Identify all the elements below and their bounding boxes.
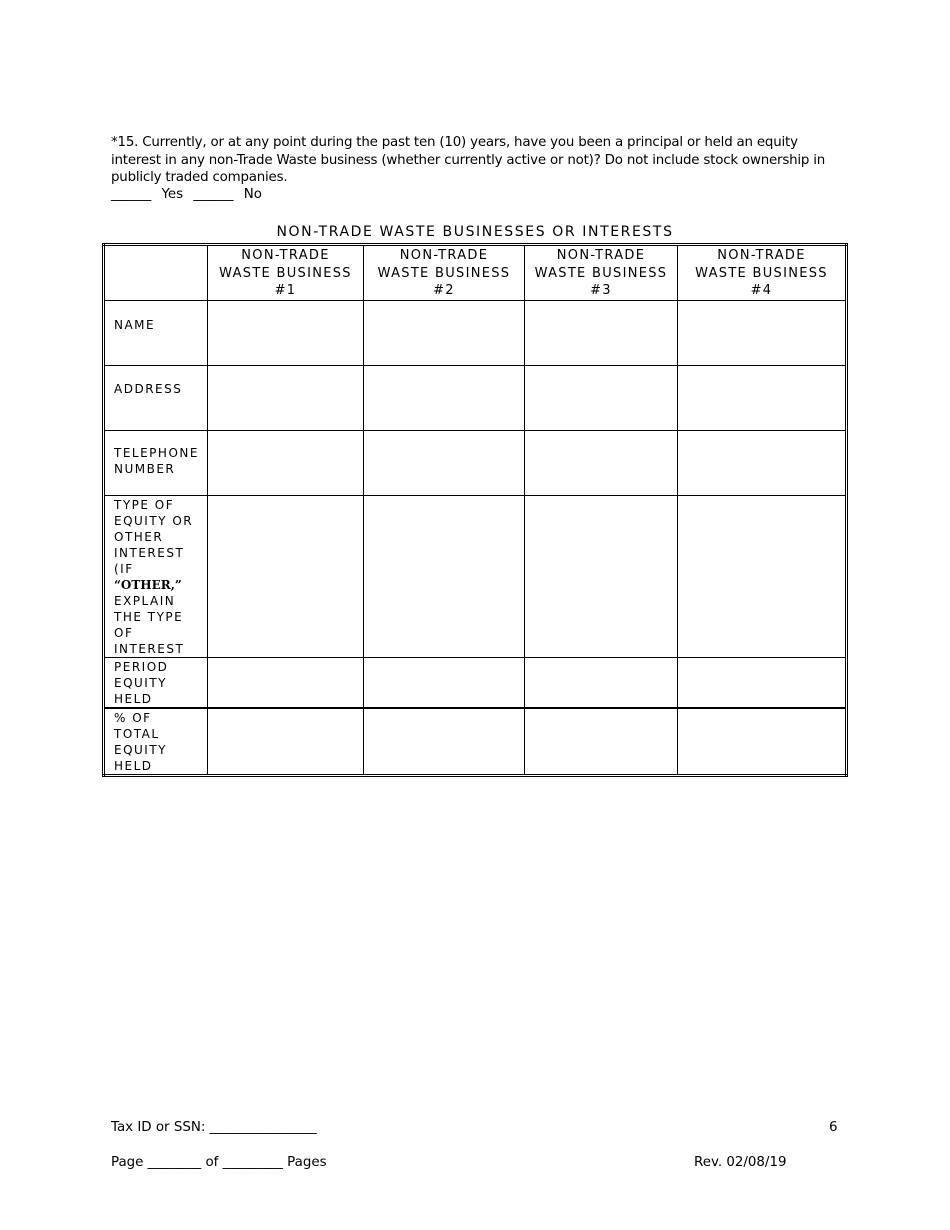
table-row-telephone [104,430,847,495]
row-label-address [104,365,208,430]
column-header-line: NON-TRADE [241,248,330,263]
row-label-type [104,495,208,657]
column-header-line: #2 [433,283,455,298]
row-label-text: % OF [114,710,152,725]
name-cell-4[interactable] [678,300,847,365]
table-row-name [104,300,847,365]
address-cell-3[interactable] [525,365,678,430]
column-header-4 [678,245,847,301]
header-row [104,245,847,301]
percent-cell-1[interactable] [208,708,364,776]
period-cell-1[interactable] [208,657,364,708]
row-label-text: INTEREST [114,545,185,560]
percent-cell-4[interactable] [678,708,847,776]
telephone-cell-2[interactable] [364,430,525,495]
yes-blank[interactable]: ______ [111,187,152,202]
row-label-text: EQUITY [114,675,168,690]
type-cell-4[interactable] [678,495,847,657]
page-number: 6 [829,1120,838,1135]
column-header-line: #1 [274,283,297,298]
period-cell-3[interactable] [525,657,678,708]
name-cell-3[interactable] [525,300,678,365]
row-label-text: ADDRESS [114,381,183,396]
page-of-pages[interactable]: Page ________ of _________ Pages [111,1155,327,1170]
address-cell-4[interactable] [678,365,847,430]
row-label-text: EXPLAIN [114,593,176,608]
table-row-period [104,657,847,708]
row-label-text: HELD [114,758,153,773]
column-header-line: WASTE BUSINESS [219,265,352,281]
column-header-line: WASTE BUSINESS [377,265,511,281]
row-label-text: TYPE OF [114,497,175,512]
column-header-line: NON-TRADE [399,248,489,263]
revision-date: Rev. 02/08/19 [694,1155,787,1170]
telephone-cell-3[interactable] [525,430,678,495]
row-label-text-bold [114,577,203,593]
telephone-cell-1[interactable] [208,430,364,495]
question-15-text: *15. Currently, or at any point during the past ten (10) years, have you been a principal or held an equity interest in any non-Trade Waste business (whether currently active or not)? Do not include stock ownership in publicly traded companies. [111,135,826,185]
businesses-table [102,243,848,777]
row-label-text: THE TYPE [114,609,184,624]
row-label-text: INTEREST [114,641,185,656]
column-header-3 [525,245,678,301]
address-cell-2[interactable] [364,365,525,430]
no-label: No [243,187,262,202]
row-label-text: PERIOD [114,659,169,674]
row-label-text: NAME [114,317,156,332]
row-label-telephone [104,430,208,495]
row-label-text: HELD [114,691,153,706]
type-cell-3[interactable] [525,495,678,657]
row-label-name [104,300,208,365]
period-cell-2[interactable] [364,657,525,708]
column-header-line: NON-TRADE [717,248,806,263]
column-header-2 [364,245,525,301]
column-header-line: NON-TRADE [556,248,646,263]
header-corner [104,245,208,301]
column-header-line: #4 [750,283,773,298]
percent-cell-2[interactable] [364,708,525,776]
column-header-line: WASTE BUSINESS [695,265,828,281]
table-row-type [104,495,847,657]
row-label-text: EQUITY [114,742,168,757]
row-label-text: OF [114,625,134,640]
other-emphasis: “OTHER,” [114,577,182,592]
table-title: NON-TRADE WASTE BUSINESSES OR INTERESTS [276,224,674,240]
row-label-text: EQUITY OR [114,513,194,528]
name-cell-2[interactable] [364,300,525,365]
tax-id-field[interactable]: Tax ID or SSN: ________________ [111,1120,317,1135]
column-header-1 [208,245,364,301]
row-label-text: TOTAL [114,726,160,741]
address-cell-1[interactable] [208,365,364,430]
telephone-cell-4[interactable] [678,430,847,495]
percent-cell-3[interactable] [525,708,678,776]
yes-label: Yes [161,187,184,202]
row-label-percent [104,708,208,776]
row-label-period [104,657,208,708]
row-label-text: (IF [114,561,134,576]
type-cell-1[interactable] [208,495,364,657]
row-label-text: NUMBER [114,461,176,476]
row-label-text: OTHER [114,529,164,544]
yes-no-answer [111,187,268,202]
table-row-address [104,365,847,430]
period-cell-4[interactable] [678,657,847,708]
column-header-line: #3 [590,283,612,298]
no-blank[interactable]: ______ [193,187,234,202]
column-header-line: WASTE BUSINESS [534,265,668,281]
name-cell-1[interactable] [208,300,364,365]
type-cell-2[interactable] [364,495,525,657]
table-row-percent [104,708,847,776]
row-label-text: TELEPHONE [114,445,199,460]
